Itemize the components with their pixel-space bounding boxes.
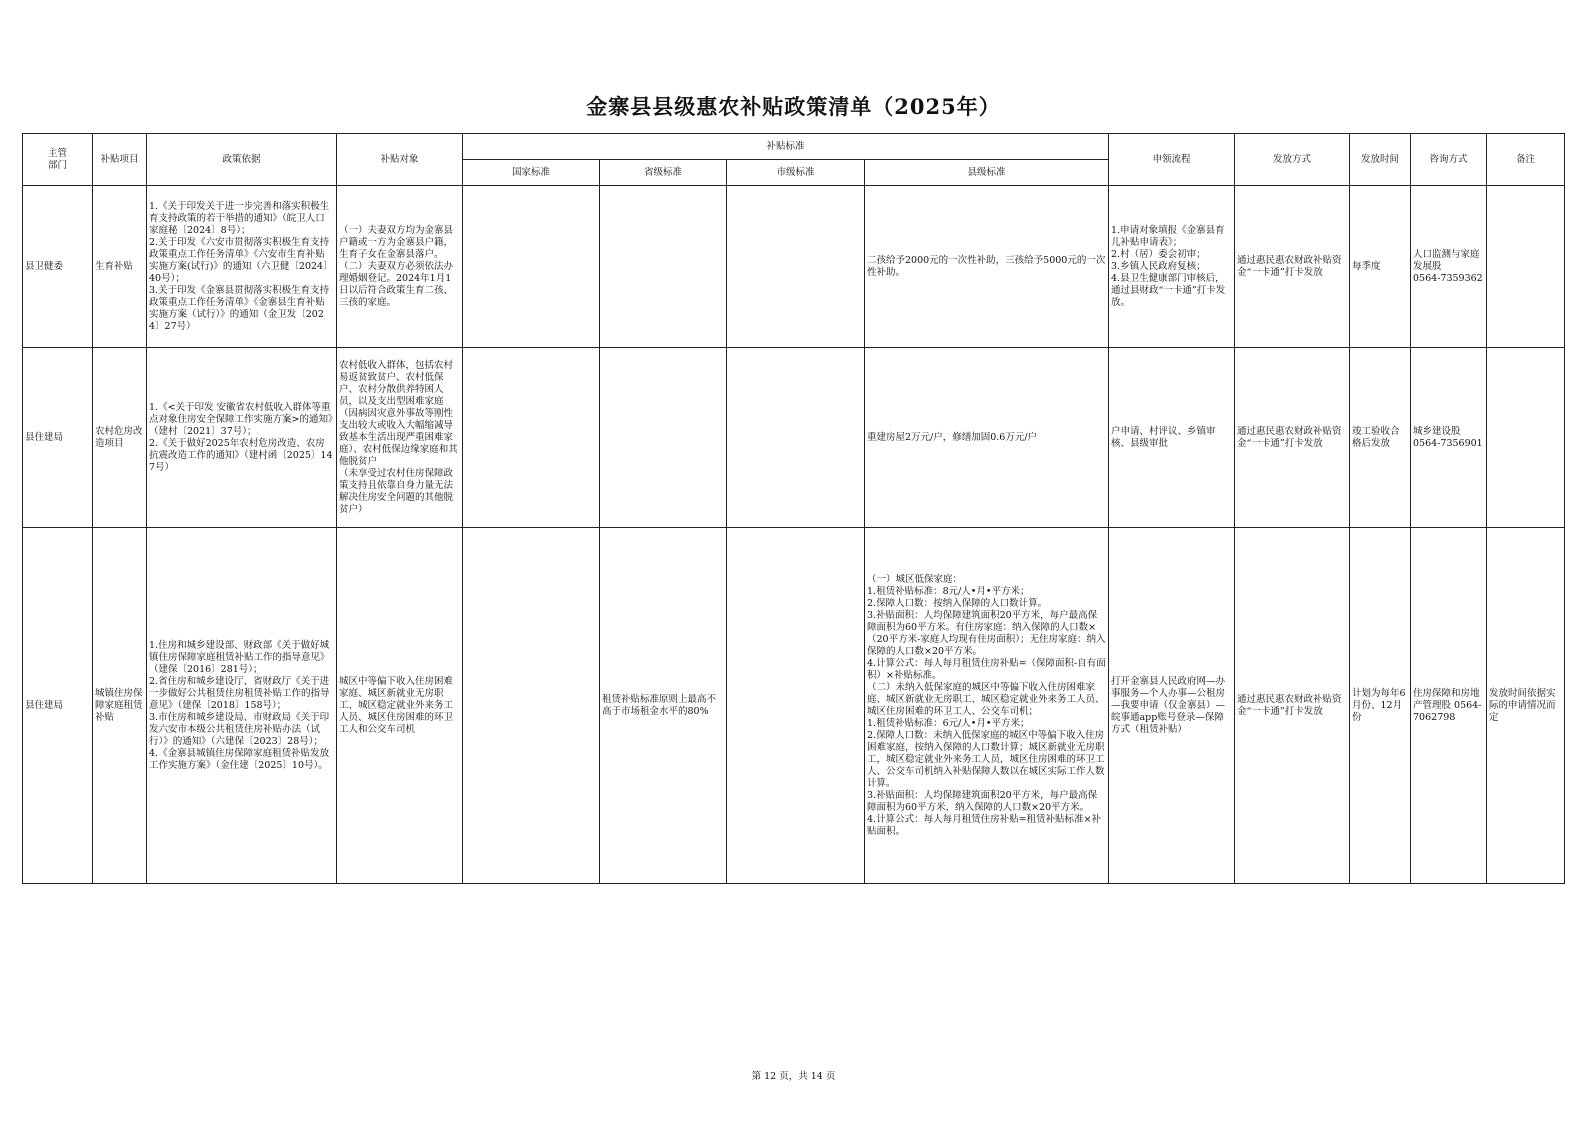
cell-remark <box>1487 348 1565 528</box>
cell-national <box>463 348 600 528</box>
cell-time: 每季度 <box>1350 186 1411 348</box>
table-header <box>23 134 1565 186</box>
header-process: 申领流程 <box>1109 134 1235 186</box>
cell-process: 1.申请对象填报《金寨县育儿补贴申请表》； 2.村（居）委会初审； 3.乡镇人民政府复核； 4.县卫生健康部门审核后，通过县财政“一卡通”打卡发放。 <box>1109 186 1235 348</box>
header-provincial: 省级标准 <box>600 160 727 186</box>
cell-national <box>463 528 600 884</box>
header-national: 国家标准 <box>463 160 600 186</box>
cell-provincial <box>600 348 727 528</box>
cell-dept: 县住建局 <box>23 348 93 528</box>
table-row <box>23 528 1565 884</box>
cell-remark: 发放时间依据实际的申请情况而定 <box>1487 528 1565 884</box>
header-remark: 备注 <box>1487 134 1565 186</box>
header-method: 发放方式 <box>1235 134 1350 186</box>
cell-provincial: 租赁补贴标准原则上最高不高于市场租金水平的80% <box>600 528 727 884</box>
header-time: 发放时间 <box>1350 134 1411 186</box>
cell-municipal <box>727 186 865 348</box>
cell-time: 计划为每年6月份、12月份 <box>1350 528 1411 884</box>
cell-method: 通过惠民惠农财政补贴资金“一卡通”打卡发放 <box>1235 186 1350 348</box>
header-target: 补贴对象 <box>337 134 463 186</box>
cell-contact: 住房保障和房地产管理股 0564-7062798 <box>1411 528 1487 884</box>
cell-item: 生育补贴 <box>93 186 147 348</box>
cell-process: 打开金寨县人民政府网—办事服务—个人办事—公租房—我要申请（仅金寨县）—皖事通app账号登录—保障方式（租赁补贴） <box>1109 528 1235 884</box>
cell-county: 二孩给予2000元的一次性补助，三孩给予5000元的一次性补助。 <box>865 186 1109 348</box>
cell-basis: 1.《关于印发关于进一步完善和落实积极生育支持政策的若干举措的通知》（皖卫人口家庭秘〔2024〕8号）； 2.关于印发《六安市贯彻落实积极生育支持政策重点工作任务清单》《六安市生育补贴实施方案(试行)》的通知（六卫健〔2024〕40号）； 3.关于印发《金寨县贯彻落实积极生育支持政策重点工作任务清单》《金寨县生育补贴实施方案（试行）》的通知（金卫发〔2024〕27号） <box>147 186 337 348</box>
policy-table <box>22 133 1565 884</box>
table-row <box>23 186 1565 348</box>
header-contact: 咨询方式 <box>1411 134 1487 186</box>
header-standard: 补贴标准 <box>463 134 1109 160</box>
cell-target: （一）夫妻双方均为金寨县户籍或一方为金寨县户籍，生育子女在金寨县落户。 （二）夫妻双方必须依法办理婚姻登记。2024年1月1日以后符合政策生育二孩、三孩的家庭。 <box>337 186 463 348</box>
page-number: 第 12 页，共 14 页 <box>751 1071 836 1082</box>
cell-national <box>463 186 600 348</box>
header-basis: 政策依据 <box>147 134 337 186</box>
header-item: 补贴项目 <box>93 134 147 186</box>
cell-method: 通过惠民惠农财政补贴资金“一卡通”打卡发放 <box>1235 348 1350 528</box>
cell-item: 城镇住房保障家庭租赁补贴 <box>93 528 147 884</box>
page-title: 金寨县县级惠农补贴政策清单（2025年） <box>586 94 1001 119</box>
cell-provincial <box>600 186 727 348</box>
cell-method: 通过惠民惠农财政补贴资金“一卡通”打卡发放 <box>1235 528 1350 884</box>
cell-municipal <box>727 348 865 528</box>
cell-target: 农村低收入群体，包括农村易返贫致贫户、农村低保户、农村分散供养特困人员，以及支出型困难家庭（因病因灾意外事故等刚性支出较大或收入大幅缩减导致基本生活出现严重困难家庭）、农村低保边缘家庭和其他脱贫户 （未享受过农村住房保障政策支持且依靠自身力量无法解决住房安全问题的其他脱贫户） <box>337 348 463 528</box>
cell-item: 农村危房改造项目 <box>93 348 147 528</box>
table-row <box>23 348 1565 528</box>
cell-basis: 1.《<关于印发 安徽省农村低收入群体等重点对象住房安全保障工作实施方案>的通知》（建村〔2021〕37号）； 2.《关于做好2025年农村危房改造、农房抗震改造工作的通知》（建村函〔2025〕147号） <box>147 348 337 528</box>
cell-dept: 县住建局 <box>23 528 93 884</box>
header-municipal: 市级标准 <box>727 160 865 186</box>
cell-time: 竣工验收合格后发放 <box>1350 348 1411 528</box>
cell-municipal <box>727 528 865 884</box>
header-county: 县级标准 <box>865 160 1109 186</box>
cell-dept: 县卫健委 <box>23 186 93 348</box>
cell-county: 重建房屋2万元/户，修缮加固0.6万元/户 <box>865 348 1109 528</box>
cell-process: 户申请、村评议、乡镇审核、县级审批 <box>1109 348 1235 528</box>
cell-basis: 1.住房和城乡建设部、财政部《关于做好城镇住房保障家庭租赁补贴工作的指导意见》（建保〔2016〕281号）； 2.省住房和城乡建设厅、省财政厅《关于进一步做好公共租赁住房租赁补贴工作的指导意见》（建保〔2018〕158号）； 3.市住房和城乡建设局、市财政局《关于印发六安市本级公共租赁住房补贴办法（试行）》的通知》（六建保〔2023〕28号）； 4.《金寨县城镇住房保障家庭租赁补贴发放工作实施方案》（金住建〔2025〕10号）。 <box>147 528 337 884</box>
cell-contact: 城乡建设股 0564-7356901 <box>1411 348 1487 528</box>
cell-remark <box>1487 186 1565 348</box>
cell-county: （一）城区低保家庭： 1.租赁补贴标准：8元/人•月•平方米； 2.保障人口数：按纳入保障的人口数计算。 3.补贴面积：人均保障建筑面积20平方米，每户最高保障面积为60平方米。有住房家庭：纳入保障的人口数×（20平方米-家庭人均现有住房面积）；无住房家庭：纳入保障的人口数×20平方米。 4.计算公式：每人每月租赁住房补贴=（保障面积-自有面积）×补贴标准。 （二）未纳入低保家庭的城区中等偏下收入住房困难家庭、城区新就业无房职工、城区稳定就业外来务工人员、城区住房困难的环卫工人、公交车司机； 1.租赁补贴标准：6元/人•月•平方米； 2.保障人口数：未纳入低保家庭的城区中等偏下收入住房困难家庭，按纳入保障的人口数计算；城区新就业无房职工，城区稳定就业外来务工人员，城区住房困难的环卫工人、公交车司机纳入补贴保障人数以在城区实际工作人数计算。 3.补贴面积：人均保障建筑面积20平方米，每户最高保障面积为60平方米，纳入保障的人口数×20平方米。 4.计算公式：每人每月租赁住房补贴=租赁补贴标准×补贴面积。 <box>865 528 1109 884</box>
header-dept: 主管 部门 <box>23 134 93 186</box>
cell-target: 城区中等偏下收入住房困难家庭、城区新就业无房职工、城区稳定就业外来务工人员、城区住房困难的环卫工人和公交车司机 <box>337 528 463 884</box>
cell-contact: 人口监测与家庭发展股 0564-7359362 <box>1411 186 1487 348</box>
